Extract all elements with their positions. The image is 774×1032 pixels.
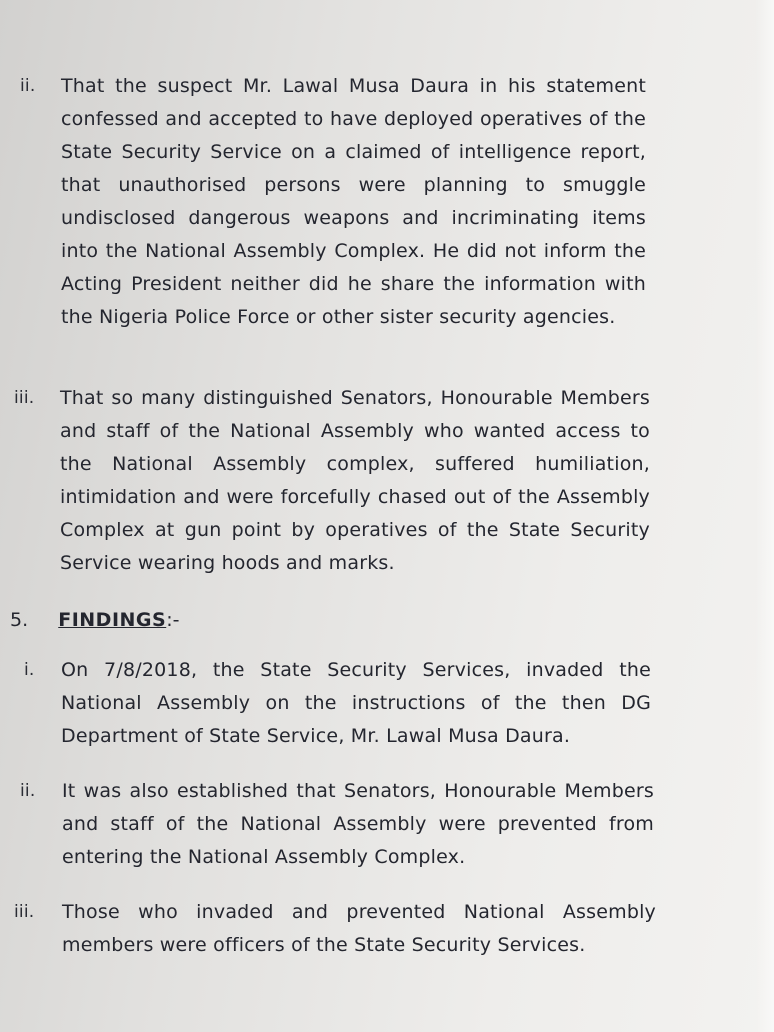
list-marker: i. bbox=[24, 660, 35, 680]
list-item bbox=[0, 70, 774, 370]
list-item bbox=[0, 654, 774, 759]
page-edge-highlight bbox=[756, 0, 774, 1032]
section-title: FINDINGS bbox=[58, 609, 167, 631]
list-marker: ii. bbox=[20, 76, 36, 96]
list-item-text: That the suspect Mr. Lawal Musa Daura in his statement confessed and accepted to have deployed operatives of the State Security Service on a claimed of intelligence report, that unauthorised persons were planning to smuggle undisclosed dangerous weapons and incriminating items into the National Assembly Complex. He did not inform the Acting President neither did he share the information with the Nigeria Police Force or other sister security agencies. bbox=[61, 75, 646, 328]
list-item-text: On 7/8/2018, the State Security Services, invaded the National Assembly on the instructions of the then DG Department of State Service, Mr. Lawal Musa Daura. bbox=[61, 659, 651, 747]
list-marker: iii. bbox=[14, 388, 35, 408]
list-item bbox=[0, 382, 774, 587]
list-item-text: Those who invaded and prevented National Assembly members were officers of the State Security Services. bbox=[62, 901, 656, 956]
section-number: 5. bbox=[10, 609, 29, 631]
list-item-text: That so many distinguished Senators, Honourable Members and staff of the National Assembly who wanted access to the National Assembly complex, suffered humiliation, intimidation and were forcefully chased out of the Assembly Complex at gun point by operatives of the State Security Service wearing hoods and marks. bbox=[60, 387, 650, 574]
list-item-text: It was also established that Senators, Honourable Members and staff of the National Assembly were prevented from entering the National Assembly Complex. bbox=[62, 780, 654, 868]
section-heading bbox=[10, 604, 179, 637]
section-title-suffix: :- bbox=[166, 609, 180, 631]
list-marker: ii. bbox=[20, 781, 36, 801]
list-item bbox=[0, 896, 774, 971]
list-item bbox=[0, 775, 774, 880]
list-marker: iii. bbox=[14, 902, 35, 922]
